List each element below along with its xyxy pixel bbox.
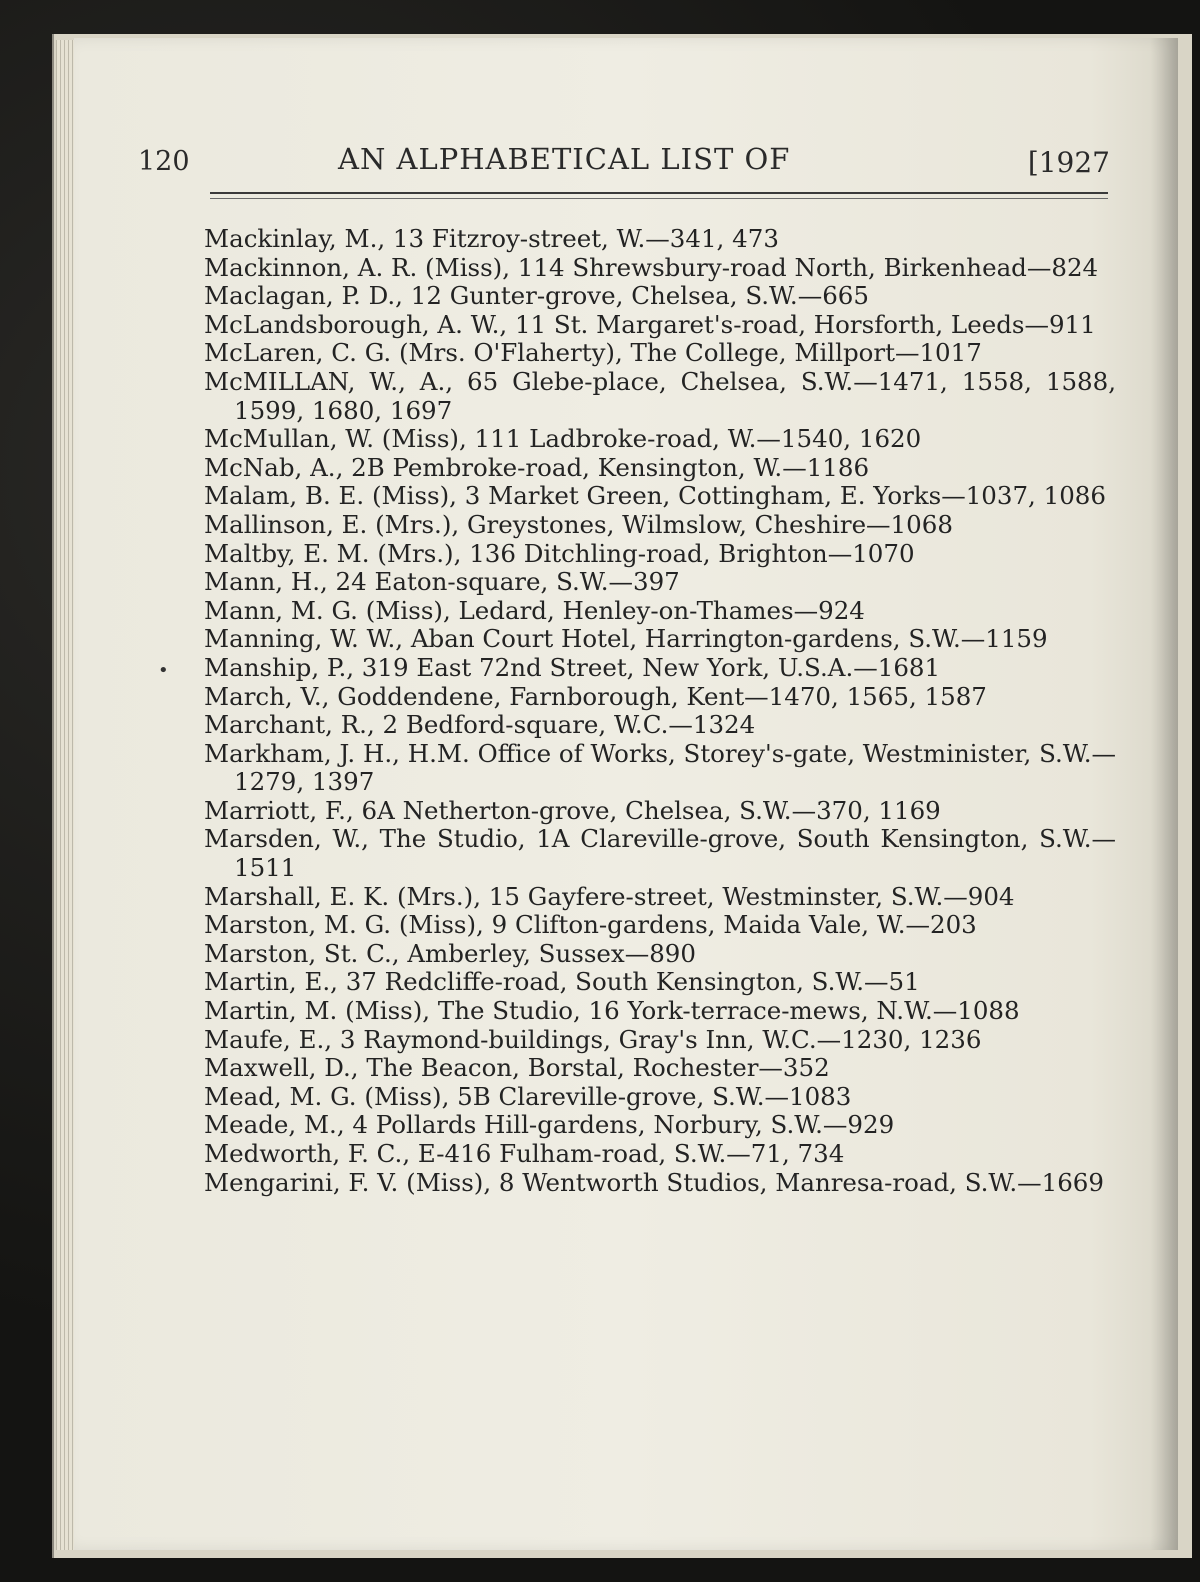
page-edges xyxy=(56,40,76,1550)
list-item: McNab, A., 2B Pembroke-road, Kensington, W.—1186 xyxy=(204,452,870,482)
list-item: Medworth, F. C., E-416 Fulham-road, S.W.—71, 734 xyxy=(204,1139,845,1168)
margin-mark: • xyxy=(158,660,169,681)
list-item: Marchant, R., 2 Bedford-square, W.C.—1324 xyxy=(204,710,756,740)
list-item: Markham, J. H., H.M. Office of Works, Storey's-gate, Westminister, S.W.—1279, 1397 xyxy=(204,738,1116,797)
list-item: McMullan, W. (Miss), 111 Ladbroke-road, W.—1540, 1620 xyxy=(204,424,922,454)
list-item: McLaren, C. G. (Mrs. O'Flaherty), The College, Millport—1017 xyxy=(204,338,982,368)
list-item: Meade, M., 4 Pollards Hill-gardens, Norbury, S.W.—929 xyxy=(204,1110,895,1140)
list-item: Mann, M. G. (Miss), Ledard, Henley-on-Thames—924 xyxy=(204,595,865,625)
list-item: Mengarini, F. V. (Miss), 8 Wentworth Studios, Manresa-road, S.W.—1669 xyxy=(204,1167,1104,1197)
list-item: McMILLAN, W., A., 65 Glebe-place, Chelsea, S.W.—1471, 1558, 1588, 1599, 1680, 1697 xyxy=(204,366,1116,425)
list-item: Marriott, F., 6A Netherton-grove, Chelsea, S.W.—370, 1169 xyxy=(204,795,941,825)
list-item: Manship, P., 319 East 72nd Street, New York, U.S.A.—1681 xyxy=(204,652,941,682)
list-item: Martin, M. (Miss), The Studio, 16 York-terrace-mews, N.W.—1088 xyxy=(204,996,1020,1026)
list-item: March, V., Goddendene, Farnborough, Kent—1470, 1565, 1587 xyxy=(204,681,987,711)
list-item: Mackinnon, A. R. (Miss), 114 Shrewsbury-road North, Birkenhead—824 xyxy=(204,252,1099,282)
list-item: McLandsborough, A. W., 11 St. Margaret's-road, Horsforth, Leeds—911 xyxy=(204,309,1096,339)
list-item: Mann, H., 24 Eaton-square, S.W.—397 xyxy=(204,567,680,597)
year-label: [1927 xyxy=(1027,146,1110,179)
list-item: Maufe, E., 3 Raymond-buildings, Gray's Inn, W.C.—1230, 1236 xyxy=(204,1024,982,1054)
spine-shadow xyxy=(1150,38,1178,1550)
page-title: AN ALPHABETICAL LIST OF xyxy=(338,142,791,176)
list-item: Malam, B. E. (Miss), 3 Market Green, Cottingham, E. Yorks—1037, 1086 xyxy=(204,481,1106,511)
list-item: Marshall, E. K. (Mrs.), 15 Gayfere-street, Westminster, S.W.—904 xyxy=(204,881,1015,911)
entry-list xyxy=(204,225,1116,1197)
list-item: Mead, M. G. (Miss), 5B Clareville-grove, S.W.—1083 xyxy=(204,1081,852,1111)
header-rule xyxy=(210,192,1108,194)
list-item: Mallinson, E. (Mrs.), Greystones, Wilmslow, Cheshire—1068 xyxy=(204,509,953,539)
page-number: 120 xyxy=(138,146,190,177)
list-item: Martin, E., 37 Redcliffe-road, South Kensington, S.W.—51 xyxy=(204,967,920,997)
list-item: Marston, St. C., Amberley, Sussex—890 xyxy=(204,938,696,968)
list-item: Manning, W. W., Aban Court Hotel, Harrington-gardens, S.W.—1159 xyxy=(204,624,1048,654)
list-item: Maltby, E. M. (Mrs.), 136 Ditchling-road, Brighton—1070 xyxy=(204,538,915,568)
list-item: Mackinlay, M., 13 Fitzroy-street, W.—341, 473 xyxy=(204,224,779,253)
header-rule-thin xyxy=(210,198,1108,199)
list-item: Maxwell, D., The Beacon, Borstal, Rochester—352 xyxy=(204,1053,830,1083)
list-item: Maclagan, P. D., 12 Gunter-grove, Chelsea, S.W.—665 xyxy=(204,281,869,311)
list-item: Marsden, W., The Studio, 1A Clareville-grove, South Kensington, S.W.—1511 xyxy=(204,824,1116,883)
list-item: Marston, M. G. (Miss), 9 Clifton-gardens, Maida Vale, W.—203 xyxy=(204,910,977,940)
running-head xyxy=(138,142,1110,190)
